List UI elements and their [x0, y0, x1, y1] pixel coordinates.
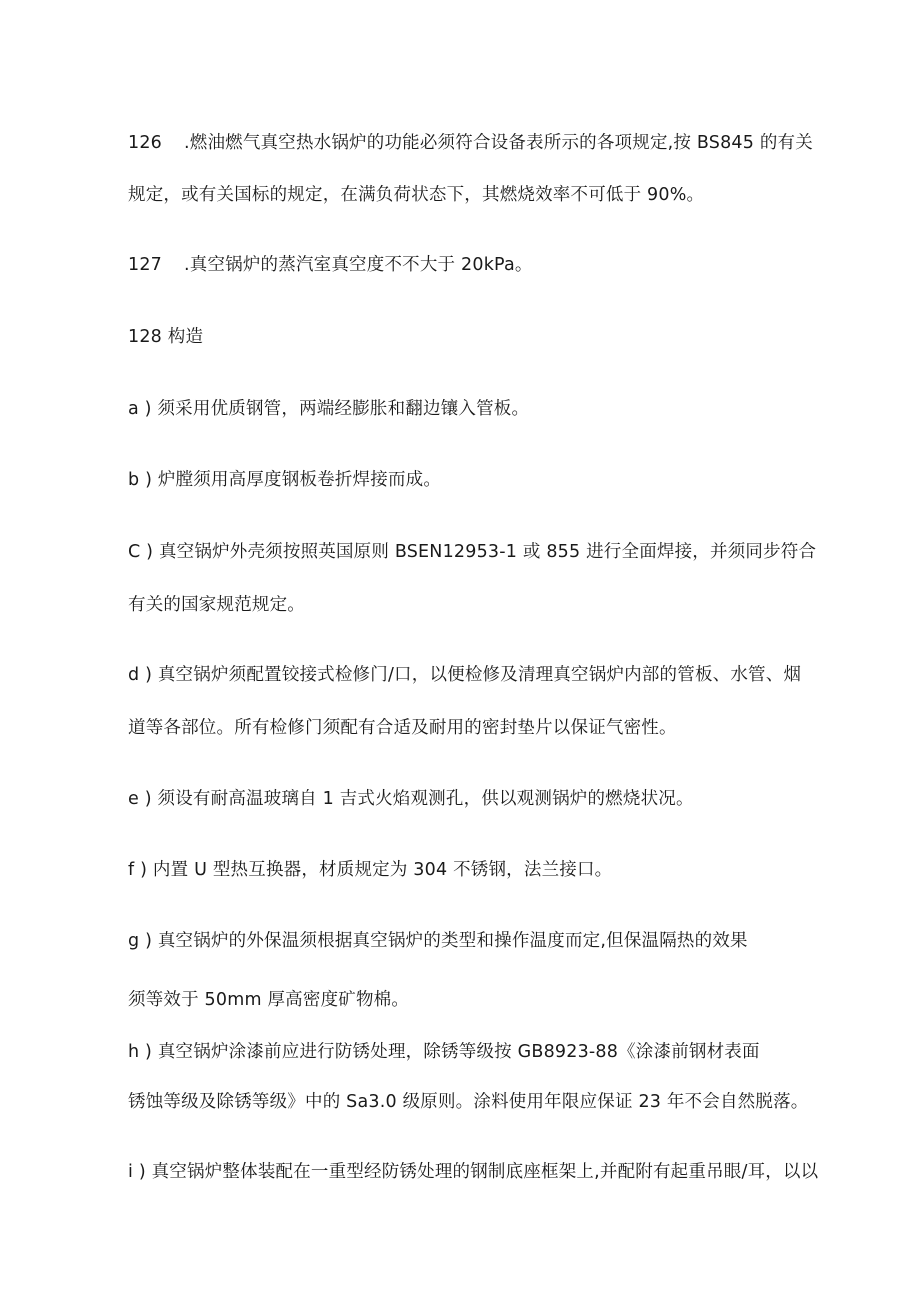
item-126-text: .燃油燃气真空热水锅炉的功能必须符合设备表所示的各项规定,按 BS845 的有关 — [184, 133, 813, 153]
clause-c-line-1: C ) 真空锅炉外壳须按照英国原则 BSEN12953-1 或 855 进行全面焊接，并须同步符合 — [128, 542, 817, 562]
clause-f: f ) 内置 U 型热互换器，材质规定为 304 不锈钢，法兰接口。 — [128, 860, 613, 880]
clause-c-line-2: 有关的国家规范规定。 — [128, 595, 305, 615]
item-128-heading: 128 构造 — [128, 327, 204, 347]
item-127-text: .真空锅炉的蒸汽室真空度不不大于 20kPa。 — [184, 255, 533, 275]
item-126-line-2: 规定，或有关国标的规定，在满负荷状态下，其燃烧效率不可低于 90%。 — [128, 185, 705, 205]
clause-e: e ) 须设有耐高温玻璃自 1 吉式火焰观测孔，供以观测锅炉的燃烧状况。 — [128, 789, 694, 809]
clause-d-line-2: 道等各部位。所有检修门须配有合适及耐用的密封垫片以保证气密性。 — [128, 718, 677, 738]
clause-i: i ) 真空锅炉整体装配在一重型经防锈处理的钢制底座框架上,并配附有起重吊眼/耳，以以 — [128, 1162, 819, 1182]
clause-h-line-2: 锈蚀等级及除锈等级》中的 Sa3.0 级原则。涂料使用年限应保证 23 年不会自然脱落。 — [128, 1092, 809, 1112]
clause-g-line-2: 须等效于 50mm 厚高密度矿物棉。 — [128, 990, 410, 1010]
item-127-number: 127 — [128, 255, 163, 275]
item-127-line-1 — [128, 253, 533, 277]
clause-g-line-1: g ) 真空锅炉的外保温须根据真空锅炉的类型和操作温度而定,但保温隔热的效果 — [128, 931, 748, 951]
item-126-line-1 — [128, 131, 813, 155]
clause-a: a ) 须采用优质钢管，两端经膨胀和翻边镶入管板。 — [128, 399, 530, 419]
clause-h-line-1: h ) 真空锅炉涂漆前应进行防锈处理，除锈等级按 GB8923-88《涂漆前钢材表面 — [128, 1042, 760, 1062]
item-126-number: 126 — [128, 133, 163, 153]
clause-d-line-1: d ) 真空锅炉须配置铰接式检修门/口，以便检修及清理真空锅炉内部的管板、水管、烟 — [128, 665, 802, 685]
clause-b: b ) 炉膛须用高厚度钢板卷折焊接而成。 — [128, 470, 442, 490]
